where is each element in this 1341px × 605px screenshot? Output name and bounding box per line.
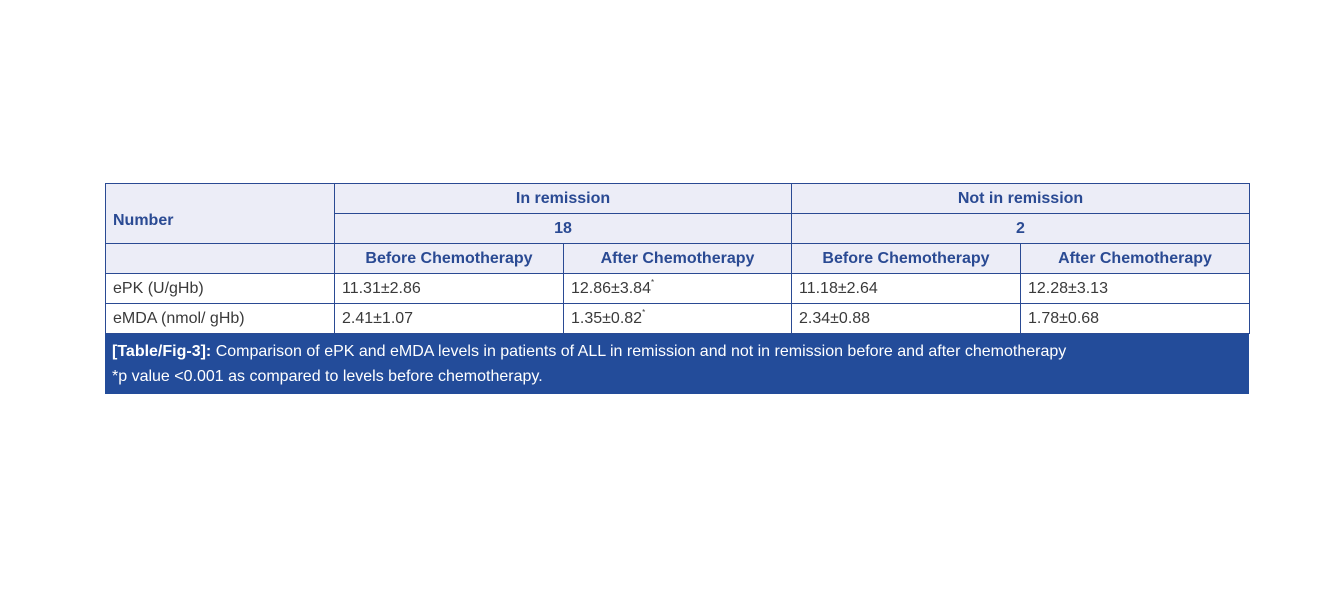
table-row (106, 274, 1250, 304)
table-cell (564, 304, 792, 334)
table-cell (335, 274, 564, 304)
header-row-groups (106, 184, 1250, 214)
subheader-before-chemo: Before Chemotherapy (792, 244, 1021, 274)
cell-value: 11.31±2.86 (342, 279, 421, 297)
significance-mark: * (650, 277, 655, 287)
significance-mark: * (642, 307, 646, 317)
row-label-emda: eMDA (nmol/ gHb) (106, 304, 335, 334)
caption-tag: [Table/Fig-3]: (112, 343, 212, 360)
subheader-before-chemo: Before Chemotherapy (335, 244, 564, 274)
table-caption (105, 334, 1249, 394)
group-count-in-remission: 18 (335, 214, 792, 244)
table-cell (564, 274, 792, 304)
cell-value: 2.41±1.07 (342, 309, 414, 327)
group-header-not-in-remission: Not in remission (792, 184, 1250, 214)
group-count-not-in-remission: 2 (792, 214, 1250, 244)
cell-value: 1.78±0.68 (1028, 309, 1100, 327)
caption-text: Comparison of ePK and eMDA levels in patients of ALL in remission and not in remission before and after chemotherapy (211, 343, 1067, 360)
cell-value: 12.28±3.13 (1028, 279, 1108, 297)
cell-value: 2.34±0.88 (799, 309, 871, 327)
table-cell (792, 274, 1021, 304)
caption-line (112, 339, 1242, 364)
table-cell (1021, 274, 1250, 304)
header-row-subheaders (106, 244, 1250, 274)
table-cell (1021, 304, 1250, 334)
data-table (105, 183, 1250, 334)
row-label-epk: ePK (U/gHb) (106, 274, 335, 304)
subheader-after-chemo: After Chemotherapy (564, 244, 792, 274)
cell-value: 12.86±3.84 (571, 279, 651, 297)
number-label: Number (106, 184, 335, 244)
caption-footnote: *p value <0.001 as compared to levels before chemotherapy. (112, 368, 543, 385)
cell-value: 11.18±2.64 (799, 279, 878, 297)
table-row (106, 304, 1250, 334)
table-cell (335, 304, 564, 334)
cell-value: 1.35±0.82 (571, 309, 643, 327)
table-figure (105, 183, 1249, 394)
empty-header-cell (106, 244, 335, 274)
group-header-in-remission: In remission (335, 184, 792, 214)
table-cell (792, 304, 1021, 334)
subheader-after-chemo: After Chemotherapy (1021, 244, 1250, 274)
